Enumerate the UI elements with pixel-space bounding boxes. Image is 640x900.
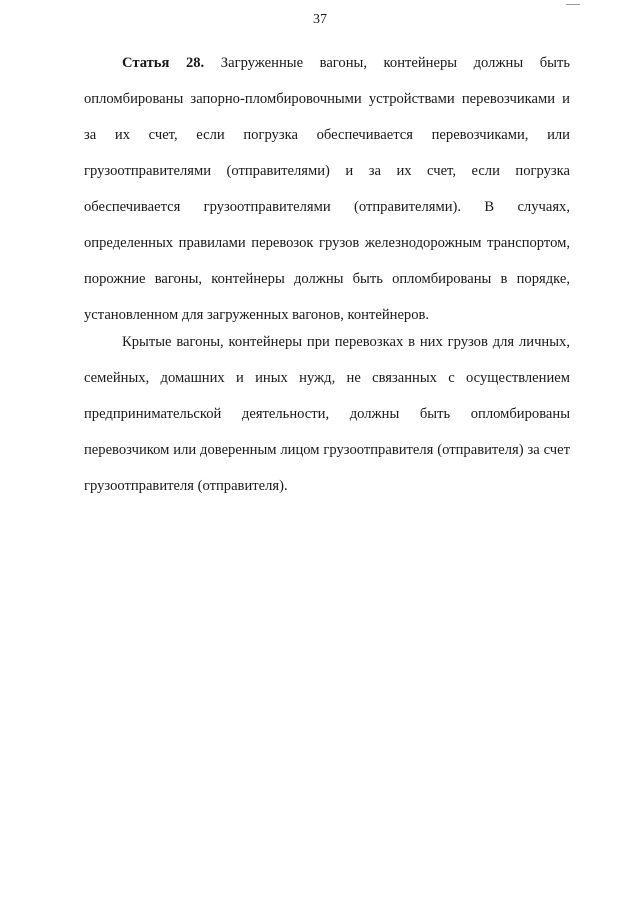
article-paragraph [84, 45, 570, 333]
second-paragraph: Крытые вагоны, контейнеры при перевозках в них грузов для личных, семейных, домашних и иных нужд, не связанных с осуществлением предпринимательской деятельности, должны быть опломбированы перевозчиком или доверенным лицом грузоотправителя (отправителя) за счет грузоотправителя (отправителя). [84, 334, 570, 494]
corner-mark [566, 4, 580, 5]
article-heading: Статья 28. [122, 55, 205, 71]
article-text: Загруженные вагоны, контейнеры должны быть опломбированы запорно-пломбировочными устройствами перевозчиками и за их счет, если погрузка обеспечивается перевозчиками, или грузоотправителями (отправителями) и за их счет, если погрузка обеспечивается грузоотправителями (отправителями). В случаях, определенных правилами перевозок грузов железнодорожным транспортом, порожние вагоны, контейнеры должны быть опломбированы в порядке, установленном для загруженных вагонов, контейнеров. [84, 55, 570, 323]
page-number: 37 [313, 12, 327, 27]
